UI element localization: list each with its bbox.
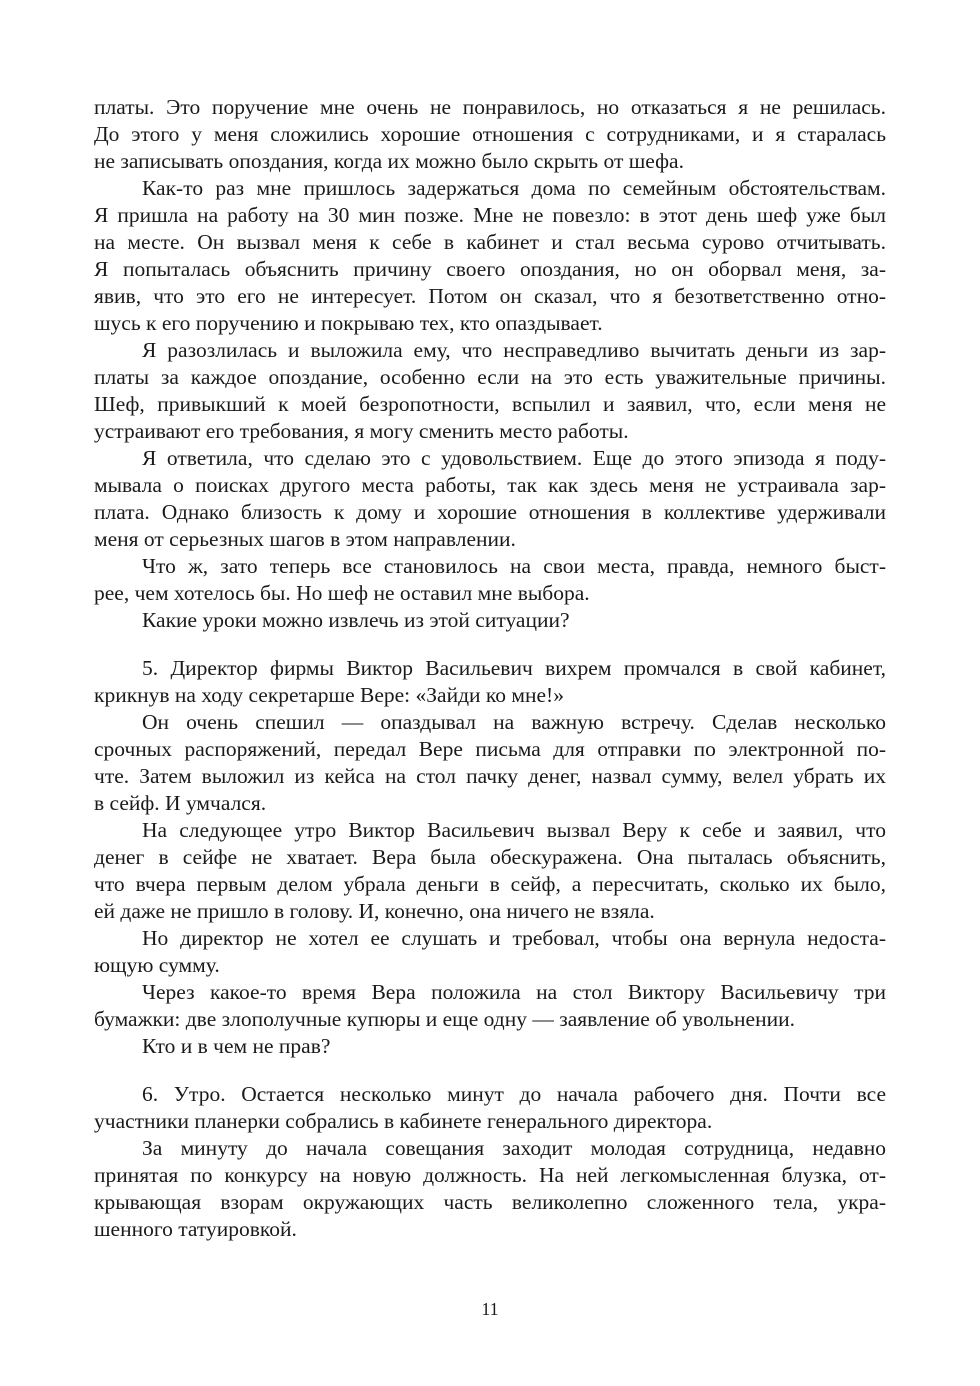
text-line: мывала о поисках другого места работы, так как здесь меня не устраивала зар- <box>94 473 886 497</box>
text-line: явив, что это его не интересует. Потом он сказал, что я безответственно отно- <box>94 284 886 308</box>
text-line: в сейф. И умчался. <box>94 791 267 815</box>
text-line: что вчера первым делом убрала деньги в сейф, а пересчитать, сколько их было, <box>94 872 886 896</box>
text-line: До этого у меня сложились хорошие отношения с сотрудниками, и я старалась <box>94 122 886 146</box>
case-5-heading-line: 5. Директор фирмы Виктор Васильевич вихрем промчался в свой кабинет, <box>142 656 886 680</box>
text-line: Шеф, привыкший к моей безропотности, вспылил и заявил, что, если меня не <box>94 392 886 416</box>
text-line: Он очень спешил — опаздывал на важную встречу. Сделав несколько <box>142 710 886 734</box>
text-line: рее, чем хотелось бы. Но шеф не оставил мне выбора. <box>94 581 590 605</box>
text-line: платы. Это поручение мне очень не понравилось, но отказаться я не решилась. <box>94 95 886 119</box>
question-line: Кто и в чем не прав? <box>142 1034 331 1058</box>
text-line: Что ж, зато теперь все становилось на свои места, правда, немного быст- <box>142 554 886 578</box>
text-line: срочных распоряжений, передал Вере письма для отправки по электронной по- <box>94 737 886 761</box>
case-6-heading-line: 6. Утро. Остается несколько минут до начала рабочего дня. Почти все <box>142 1082 886 1106</box>
text-line: крывающая взорам окружающих часть великолепно сложенного тела, укра- <box>94 1190 886 1214</box>
text-line: на месте. Он вызвал меня к себе в кабинет и стал весьма сурово отчитывать. <box>94 230 886 254</box>
text-line: Я разозлилась и выложила ему, что несправедливо вычитать деньги из зар- <box>142 338 886 362</box>
text-line: платы за каждое опоздание, особенно если на это есть уважительные причины. <box>94 365 886 389</box>
text-line: Я попыталась объяснить причину своего опоздания, но он оборвал меня, за- <box>94 257 886 281</box>
page-number: 11 <box>481 1299 499 1319</box>
text-line: шусь к его поручению и покрываю тех, кто опаздывает. <box>94 311 603 335</box>
text-line: шенного татуировкой. <box>94 1217 297 1241</box>
text-line: Через какое-то время Вера положила на стол Виктору Васильевичу три <box>142 980 886 1004</box>
text-line: ей даже не пришло в голову. И, конечно, она ничего не взяла. <box>94 899 655 923</box>
text-line: меня от серьезных шагов в этом направлении. <box>94 527 516 551</box>
text-line: денег в сейфе не хватает. Вера была обескуражена. Она пыталась объяснить, <box>94 845 886 869</box>
text-line: принятая по конкурсу на новую должность. На ней легкомысленная блузка, от- <box>94 1163 886 1187</box>
text-line: На следующее утро Виктор Васильевич вызвал Веру к себе и заявил, что <box>142 818 886 842</box>
text-line: Я пришла на работу на 30 мин позже. Мне не повезло: в этот день шеф уже был <box>94 203 886 227</box>
text-line: устраивают его требования, я могу сменить место работы. <box>94 419 629 443</box>
text-line: не записывать опоздания, когда их можно было скрыть от шефа. <box>94 149 684 173</box>
document-page <box>94 0 886 1386</box>
text-line: крикнув на ходу секретарше Вере: «Зайди ко мне!» <box>94 683 564 707</box>
text-line: Я ответила, что сделаю это с удовольствием. Еще до этого эпизода я поду- <box>142 446 886 470</box>
text-line: участники планерки собрались в кабинете генерального директора. <box>94 1109 713 1133</box>
question-line: Какие уроки можно извлечь из этой ситуации? <box>142 608 570 632</box>
text-line: Но директор не хотел ее слушать и требовал, чтобы она вернула недоста- <box>142 926 886 950</box>
text-line: бумажки: две злополучные купюры и еще одну — заявление об увольнении. <box>94 1007 795 1031</box>
text-line: Как-то раз мне пришлось задержаться дома по семейным обстоятельствам. <box>142 176 886 200</box>
text-line: чте. Затем выложил из кейса на стол пачку денег, назвал сумму, велел убрать их <box>94 764 886 788</box>
text-line: ющую сумму. <box>94 953 220 977</box>
text-line: За минуту до начала совещания заходит молодая сотрудница, недавно <box>142 1136 886 1160</box>
text-line: плата. Однако близость к дому и хорошие отношения в коллективе удерживали <box>94 500 886 524</box>
